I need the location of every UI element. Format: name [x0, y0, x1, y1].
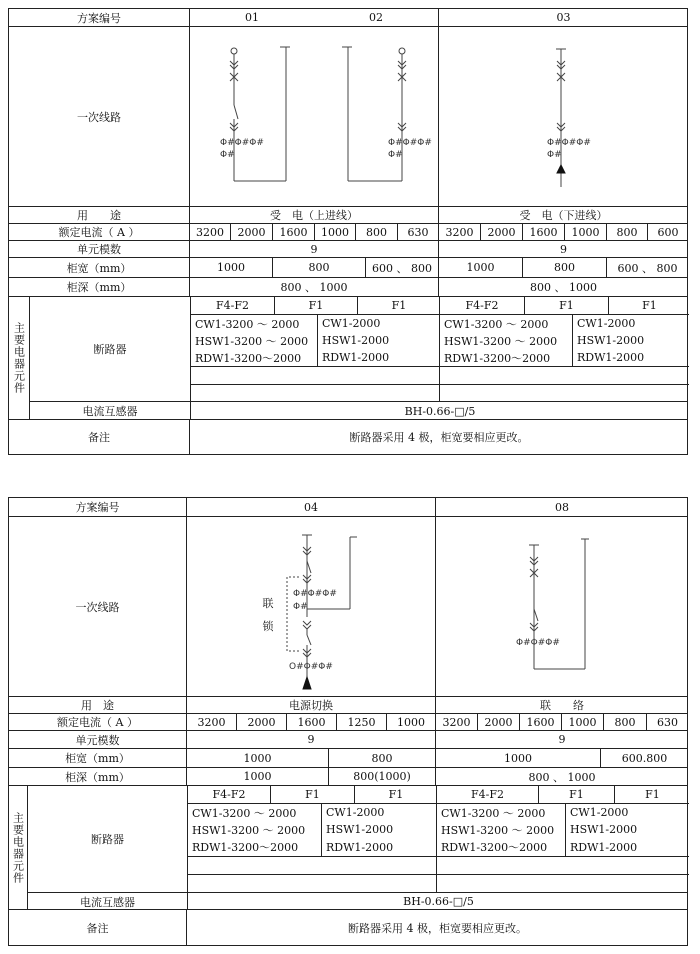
breaker-model: HSW1-3200 ～ 2000 [195, 334, 309, 348]
scheme-08: 08 [435, 498, 688, 516]
breaker-model: RDW1-3200～2000 [195, 351, 302, 365]
depth-row [9, 767, 687, 785]
current-cell: 2000 [480, 224, 522, 240]
ct-row [29, 401, 688, 420]
breaker-section [27, 786, 688, 892]
width-cell: 1000 [438, 258, 522, 277]
frame-cell: F1 [274, 297, 357, 314]
width-label: 柜宽（mm） [65, 752, 130, 765]
width-row [9, 257, 687, 277]
breaker-line [191, 314, 439, 332]
scheme-01: 01 [189, 9, 314, 26]
breaker-right [439, 297, 689, 401]
scheme-03: 03 [438, 9, 688, 26]
current-cell: 3200 [435, 714, 477, 730]
width-row [9, 748, 687, 767]
breaker-model: RDW1-3200～2000 [192, 841, 299, 854]
width-cell: 800 [522, 258, 606, 277]
current-cell: 1600 [286, 714, 336, 730]
usage-label: 用 途 [81, 699, 114, 712]
svg-text:Φ#Φ#Φ#: Φ#Φ#Φ# [388, 138, 432, 148]
svg-text:Φ#: Φ# [293, 602, 308, 612]
modules-left: 9 [186, 731, 435, 748]
breaker-label: 断路器 [91, 833, 124, 846]
main-components-label [9, 786, 27, 909]
breaker-left [187, 786, 436, 892]
scheme-number-label: 方案编号 [75, 501, 120, 514]
breaker-model: CW1-2000 [565, 804, 690, 821]
current-cell: 2000 [230, 224, 272, 240]
current-cell: 3200 [438, 224, 480, 240]
current-label: 额定电流（ A ） [57, 716, 138, 729]
breaker-right [436, 786, 689, 892]
svg-text:O#Φ#Φ#: O#Φ#Φ# [289, 662, 333, 672]
frame-cell: F4-F2 [465, 299, 499, 312]
width-cell: 800 [328, 749, 435, 767]
circuit-diagram-04 [186, 517, 435, 696]
depth-label: 柜深（mm） [66, 281, 132, 294]
breaker-model: RDW1-2000 [321, 838, 437, 856]
breaker-model: HSW1-3200 ～ 2000 [192, 823, 306, 837]
frame-cell: F4-F2 [471, 788, 504, 801]
svg-text:Φ#: Φ# [388, 150, 403, 160]
width-cell: 800 [272, 258, 365, 277]
header-row [9, 9, 687, 26]
breaker-model: HSW1-2000 [317, 332, 440, 349]
breaker-model: CW1-2000 [317, 315, 440, 332]
breaker-blank-row [437, 874, 689, 892]
breaker-line [188, 803, 436, 821]
current-cell: 3200 [189, 224, 230, 240]
breaker-blank-row [437, 856, 689, 874]
one-line-diagram-03 [439, 27, 688, 206]
remark-row [9, 419, 687, 454]
interlock-char: 联 [262, 597, 274, 610]
main-components-block [9, 296, 687, 419]
breaker-line [437, 803, 689, 821]
current-cell: 2000 [477, 714, 519, 730]
current-cell: 1000 [564, 224, 606, 240]
circuit-diagram-08 [435, 517, 688, 696]
breaker-blank-row [188, 856, 436, 874]
breaker-line [188, 838, 436, 856]
scheme-table-2 [8, 497, 688, 946]
remark-value: 断路器采用 4 极，柜宽要相应更改。 [189, 420, 688, 454]
scheme-02: 02 [369, 11, 383, 24]
depth-cell: 800(1000) [328, 768, 435, 785]
current-cell: 630 [397, 224, 438, 240]
breaker-model: HSW1-3200 ～ 2000 [444, 334, 558, 348]
svg-text:Φ#Φ#Φ#: Φ#Φ#Φ# [220, 138, 264, 148]
frame-cell: F1 [614, 786, 690, 803]
depth-row [9, 277, 687, 296]
width-cell: 1000 [189, 258, 272, 277]
circuit-row [9, 26, 687, 206]
header-row [9, 498, 687, 516]
frame-cell: F4-F2 [212, 788, 246, 801]
modules-right: 9 [435, 731, 688, 748]
width-cell: 600 、 800 [365, 258, 438, 277]
breaker-blank-row [191, 366, 439, 384]
width-cell: 1000 [435, 749, 600, 767]
breaker-label: 断路器 [93, 343, 127, 356]
interlock-char: 锁 [262, 620, 274, 633]
one-line-diagram-01-02 [190, 27, 438, 206]
current-row [9, 713, 687, 730]
modules-right: 9 [438, 241, 688, 257]
breaker-model: CW1-3200 ～ 2000 [441, 806, 546, 820]
svg-text:Φ#Φ#Φ#: Φ#Φ#Φ# [547, 138, 591, 148]
breaker-blank-row [440, 366, 689, 384]
width-cell: 600.800 [600, 749, 688, 767]
svg-text:Φ#: Φ# [547, 150, 562, 160]
usage-left: 受 电（上进线） [189, 207, 438, 223]
breaker-line [437, 821, 689, 838]
current-cell: 800 [355, 224, 397, 240]
breaker-model: CW1-3200 ～ 2000 [195, 317, 300, 331]
current-cell: 3200 [186, 714, 236, 730]
circuit-label: 一次线路 [75, 600, 120, 614]
modules-row [9, 240, 687, 257]
frame-cell: F1 [357, 297, 440, 314]
current-cell: 800 [606, 224, 647, 240]
modules-label: 单元模数 [75, 733, 120, 747]
ct-value: BH-0.66-□/5 [190, 402, 689, 420]
breaker-blank-row [191, 384, 439, 401]
circuit-diagram-01-02 [189, 27, 438, 206]
breaker-model: HSW1-3200 ～ 2000 [441, 823, 555, 837]
current-cell: 630 [646, 714, 688, 730]
current-cell: 1600 [522, 224, 564, 240]
svg-text:Φ#: Φ# [220, 150, 235, 160]
usage-right: 联 络 [435, 697, 688, 713]
usage-right: 受 电（下进线） [438, 207, 688, 223]
breaker-blank-row [440, 384, 689, 401]
depth-right: 800 、 1000 [435, 768, 688, 785]
scheme-04: 04 [186, 498, 435, 516]
ct-row [27, 892, 688, 910]
current-label: 额定电流（ A ） [58, 226, 140, 239]
usage-left: 电源切换 [186, 697, 435, 713]
circuit-row [9, 516, 687, 696]
svg-text:Φ#Φ#Φ#: Φ#Φ#Φ# [293, 589, 337, 599]
breaker-line [440, 314, 689, 332]
modules-label: 单元模数 [77, 243, 121, 256]
circuit-diagram-03 [438, 27, 688, 206]
breaker-line [437, 838, 689, 856]
breaker-model: CW1-3200 ～ 2000 [444, 317, 549, 331]
breaker-model: RDW1-2000 [565, 838, 690, 856]
remark-row [9, 909, 687, 945]
current-row [9, 223, 687, 240]
remark-value: 断路器采用 4 极，柜宽要相应更改。 [186, 910, 688, 945]
modules-row [9, 730, 687, 748]
usage-label: 用 途 [77, 209, 121, 222]
current-cell: 1250 [336, 714, 386, 730]
modules-left: 9 [189, 241, 438, 257]
current-cell: 1600 [519, 714, 561, 730]
breaker-section [29, 297, 688, 401]
usage-row [9, 696, 687, 713]
remark-label: 备注 [86, 921, 109, 935]
remark-label: 备注 [88, 431, 110, 444]
current-cell: 2000 [236, 714, 286, 730]
width-cell: 1000 [186, 749, 328, 767]
current-cell: 1000 [386, 714, 435, 730]
width-label: 柜宽（mm） [66, 261, 132, 275]
breaker-line [440, 332, 689, 349]
breaker-line [191, 332, 439, 349]
width-cell: 600 、 800 [606, 258, 688, 277]
breaker-line [440, 349, 689, 366]
scheme-number-label: 方案编号 [77, 11, 121, 25]
main-components-text: 主要电器元件 [11, 811, 25, 884]
current-cell: 1000 [314, 224, 355, 240]
frame-cell: F1 [608, 297, 690, 314]
scheme-table-1 [8, 8, 688, 455]
breaker-model: HSW1-2000 [572, 332, 690, 349]
breaker-model: CW1-3200 ～ 2000 [192, 806, 297, 820]
main-components-label [9, 297, 29, 419]
breaker-line [188, 821, 436, 838]
frame-cell: F1 [538, 786, 614, 803]
breaker-model: RDW1-2000 [317, 349, 440, 366]
usage-row [9, 206, 687, 223]
depth-right: 800 、 1000 [438, 278, 688, 296]
frame-cell: F1 [354, 786, 437, 803]
depth-left: 800 、 1000 [189, 278, 438, 296]
breaker-model: RDW1-3200～2000 [441, 841, 548, 854]
current-cell: 1000 [561, 714, 603, 730]
svg-text:Φ#Φ#Φ#: Φ#Φ#Φ# [516, 638, 560, 648]
depth-label: 柜深（mm） [65, 770, 130, 784]
frame-cell: F1 [270, 786, 354, 803]
interlock-label [261, 585, 275, 645]
depth-cell: 1000 [186, 768, 328, 785]
frame-cell: F1 [524, 297, 608, 314]
breaker-model: HSW1-2000 [565, 821, 690, 838]
one-line-diagram-04 [187, 517, 435, 696]
frame-cell: F4-F2 [216, 299, 249, 312]
main-components-text: 主要电器元件 [12, 322, 26, 394]
main-components-block [9, 785, 687, 909]
ct-label: 电流互感器 [82, 405, 138, 418]
ct-label: 电流互感器 [80, 895, 135, 909]
current-cell: 800 [603, 714, 646, 730]
breaker-line [191, 349, 439, 366]
circuit-label: 一次线路 [77, 110, 121, 124]
breaker-model: RDW1-2000 [572, 349, 690, 366]
breaker-model: CW1-2000 [321, 804, 437, 821]
breaker-model: RDW1-3200～2000 [444, 351, 551, 365]
current-cell: 1600 [272, 224, 314, 240]
ct-value: BH-0.66-□/5 [187, 893, 689, 910]
breaker-blank-row [188, 874, 436, 892]
breaker-model: CW1-2000 [572, 315, 690, 332]
breaker-model: HSW1-2000 [321, 821, 437, 838]
current-cell: 600 [647, 224, 688, 240]
one-line-diagram-08 [436, 517, 688, 696]
breaker-left [190, 297, 439, 401]
